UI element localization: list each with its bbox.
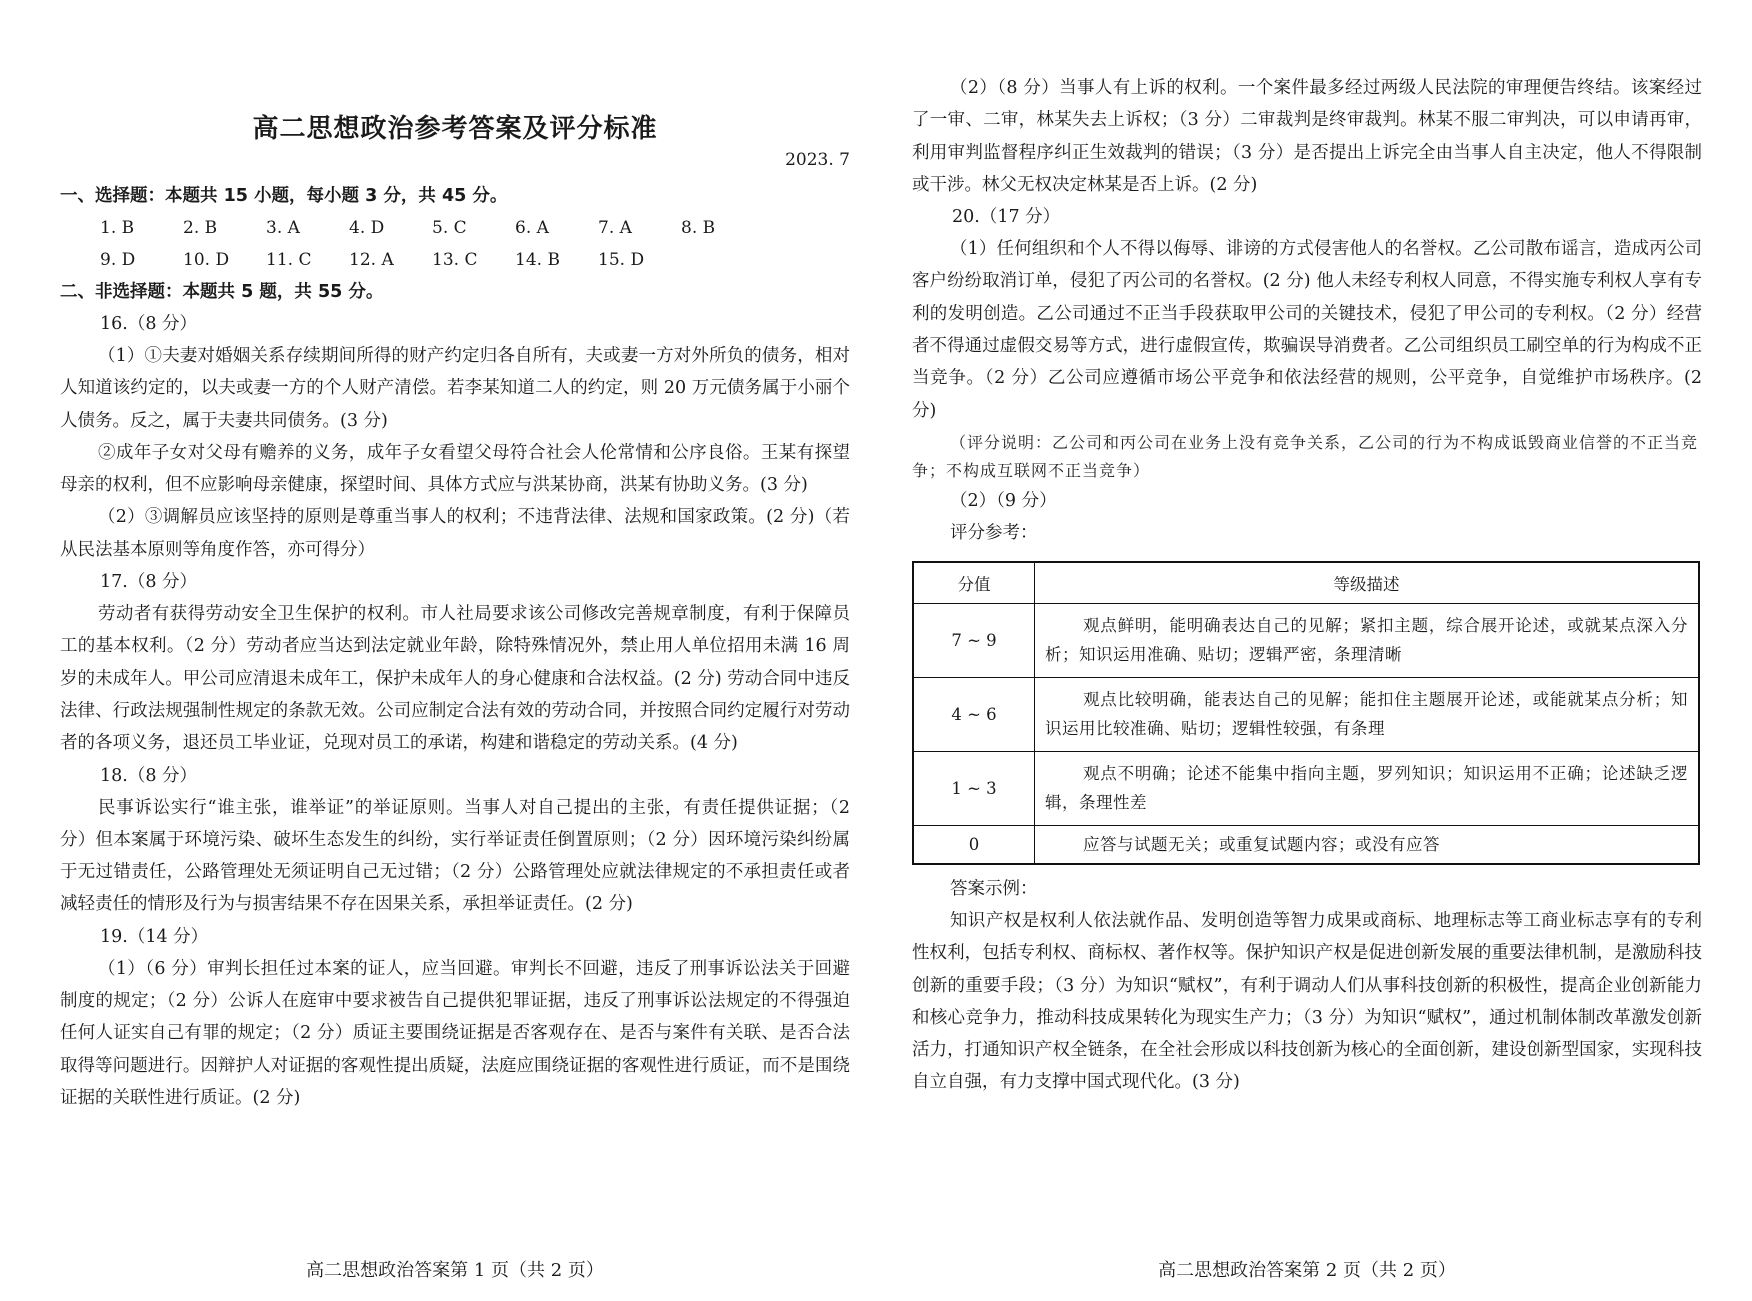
description-cell: 观点比较明确，能表达自己的见解；能扣住主题展开论述，或能就某点分析；知识运用比较准确、贴切；逻辑性较强，有条理 (1035, 677, 1700, 751)
table-row (913, 677, 1699, 751)
question-18-heading: 18.（8 分） (100, 765, 198, 786)
description-cell: 应答与试题无关；或重复试题内容；或没有应答 (1035, 825, 1700, 864)
scoring-note: （评分说明：乙公司和丙公司在业务上没有竞争关系，乙公司的行为不构成诋毁商业信誉的不正当竞争；不构成互联网不正当竞争） (912, 432, 1699, 480)
question-20-answer-1: （1）任何组织和个人不得以侮辱、诽谤的方式侵害他人的名誉权。乙公司散布谣言，造成丙公司客户纷纷取消订单，侵犯了丙公司的名誉权。(2 分) 他人未经专利权人同意，不得实施专利权人享有专利的发明创造。乙公司通过不正当手段获取甲公司的关键技术，侵犯了甲公司的专利权。（2 分）经营者不得通过虚假交易等方式，进行虚假宣传，欺骗误导消费者。乙公司组织员工刷空单的行为构成不正当竞争。（2 分）乙公司应遵循市场公平竞争和依法经营的规则，公平竞争，自觉维护市场秩序。(2 分) (912, 239, 1702, 421)
question-17-answer: 劳动者有获得劳动安全卫生保护的权利。市人社局要求该公司修改完善规章制度，有利于保障员工的基本权利。（2 分）劳动者应当达到法定就业年龄，除特殊情况外，禁止用人单位招用未满 16 周岁的未成年人。甲公司应清退未成年工，保护未成年人的身心健康和合法权益。(2 分) 劳动合同中违反法律、行政法规强制性规定的条款无效。公司应制定合法有效的劳动合同，并按照合同约定履行对劳动者的各项义务，退还员工毕业证，兑现对员工的承诺，构建和谐稳定的劳动关系。(4 分) (60, 604, 850, 754)
answer-item: 7. A (598, 218, 632, 238)
answer-item: 9. D (100, 250, 136, 270)
rubric-table (912, 561, 1700, 865)
table-header-description: 等级描述 (1035, 562, 1700, 604)
question-16-answer-2: ②成年子女对父母有赡养的义务，成年子女看望父母符合社会人伦常情和公序良俗。王某有探望母亲的权利，但不应影响母亲健康，探望时间、具体方式应与洪某协商，洪某有协助义务。(3 分) (60, 442, 850, 496)
page-title: 高二思想政治参考答案及评分标准 (252, 114, 658, 144)
score-cell: 1 ~ 3 (913, 751, 1035, 825)
question-16-heading: 16.（8 分） (100, 314, 198, 334)
description-cell: 观点鲜明，能明确表达自己的见解；紧扣主题，综合展开论述，或就某点深入分析；知识运用准确、贴切；逻辑严密，条理清晰 (1035, 603, 1700, 677)
page-1-content (60, 180, 850, 1114)
table-header-row (913, 562, 1699, 604)
example-label: 答案示例： (950, 878, 1038, 899)
answer-item: 12. A (349, 250, 394, 270)
table-row (913, 751, 1699, 825)
question-19-heading: 19.（14 分） (100, 926, 209, 947)
answer-item: 14. B (515, 250, 560, 270)
answer-item: 2. B (183, 218, 218, 238)
answer-row-2 (60, 244, 850, 276)
question-18-answer: 民事诉讼实行“谁主张，谁举证”的举证原则。当事人对自己提出的主张，有责任提供证据；（2 分）但本案属于环境污染、破坏生态发生的纠纷，实行举证责任倒置原则；（2 分）因环境污染纠纷属于无过错责任，公路管理处无须证明自己无过错；（2 分）公路管理处应就法律规定的不承担责任或者减轻责任的情形及行为与损害结果不存在因果关系，承担举证责任。(2 分) (60, 797, 850, 915)
answer-item: 5. C (432, 218, 467, 238)
page-footer: 高二思想政治答案第 1 页（共 2 页） (306, 1260, 604, 1281)
score-cell: 4 ~ 6 (913, 677, 1035, 751)
answer-row-1 (60, 212, 850, 244)
answer-item: 4. D (349, 218, 385, 238)
date: 2023. 7 (785, 150, 850, 170)
page-2-content (912, 72, 1702, 1099)
table-header-score: 分值 (913, 562, 1035, 604)
question-20-heading: 20.（17 分） (952, 207, 1061, 228)
section-choice-heading: 一、选择题：本题共 15 小题，每小题 3 分，共 45 分。 (60, 186, 508, 206)
answer-item: 11. C (266, 250, 312, 270)
question-16-answer-1: （1）①夫妻对婚姻关系存续期间所得的财产约定归各自所有，夫或妻一方对外所负的债务，相对人知道该约定的，以夫或妻一方的个人财产清偿。若李某知道二人的约定，则 20 万元债务属于小丽个人债务。反之，属于夫妻共同债务。(3 分) (60, 346, 850, 431)
answer-item: 10. D (183, 250, 230, 270)
score-cell: 0 (913, 825, 1035, 864)
question-17-heading: 17.（8 分） (100, 572, 198, 593)
answer-item: 13. C (432, 250, 478, 270)
example-answer: 知识产权是权利人依法就作品、发明创造等智力成果或商标、地理标志等工商业标志享有的专利性权利，包括专利权、商标权、著作权等。保护知识产权是促进创新发展的重要法律机制，是激励科技创新的重要手段；（3 分）为知识“赋权”，有利于调动人们从事科技创新的积极性，提高企业创新能力和核心竞争力，推动科技成果转化为现实生产力；（3 分）为知识“赋权”，通过机制体制改革激发创新活力，打通知识产权全链条，在全社会形成以科技创新为核心的全面创新，建设创新型国家，实现科技自立自强，有力支撑中国式现代化。(3 分) (912, 910, 1702, 1093)
answer-item: 8. B (681, 218, 716, 238)
answer-item: 3. A (266, 218, 300, 238)
table-row (913, 603, 1699, 677)
section-nonchoice-heading: 二、非选择题：本题共 5 题，共 55 分。 (60, 282, 384, 302)
answer-item: 1. B (100, 218, 135, 238)
answer-item: 15. D (598, 250, 645, 270)
rubric-label: 评分参考： (950, 522, 1038, 543)
question-20-part-2-heading: （2）（9 分） (950, 490, 1057, 511)
table-row (913, 825, 1699, 864)
page-footer: 高二思想政治答案第 2 页（共 2 页） (1158, 1260, 1456, 1281)
question-19-answer-2: （2）（8 分）当事人有上诉的权利。一个案件最多经过两级人民法院的审理便告终结。该案经过了一审、二审，林某失去上诉权；（3 分）二审裁判是终审裁判。林某不服二审判决，可以申请再审，利用审判监督程序纠正生效裁判的错误；（3 分）是否提出上诉完全由当事人自主决定，他人不得限制或干涉。林父无权决定林某是否上诉。(2 分) (912, 78, 1702, 195)
question-16-answer-3: （2）③调解员应该坚持的原则是尊重当事人的权利；不违背法律、法规和国家政策。(2 分)（若从民法基本原则等角度作答，亦可得分） (60, 507, 850, 560)
answer-item: 6. A (515, 218, 549, 238)
question-19-answer-1: （1）（6 分）审判长担任过本案的证人，应当回避。审判长不回避，违反了刑事诉讼法关于回避制度的规定；（2 分）公诉人在庭审中要求被告自己提供犯罪证据，违反了刑事诉讼法规定的不得强迫任何人证实自己有罪的规定；（2 分）质证主要围绕证据是否客观存在、是否与案件有关联、是否合法取得等问题进行。因辩护人对证据的客观性提出质疑，法庭应围绕证据的客观性进行质证，而不是围绕证据的关联性进行质证。(2 分) (60, 958, 850, 1108)
score-cell: 7 ~ 9 (913, 603, 1035, 677)
description-cell: 观点不明确；论述不能集中指向主题，罗列知识；知识运用不正确；论述缺乏逻辑，条理性差 (1035, 751, 1700, 825)
